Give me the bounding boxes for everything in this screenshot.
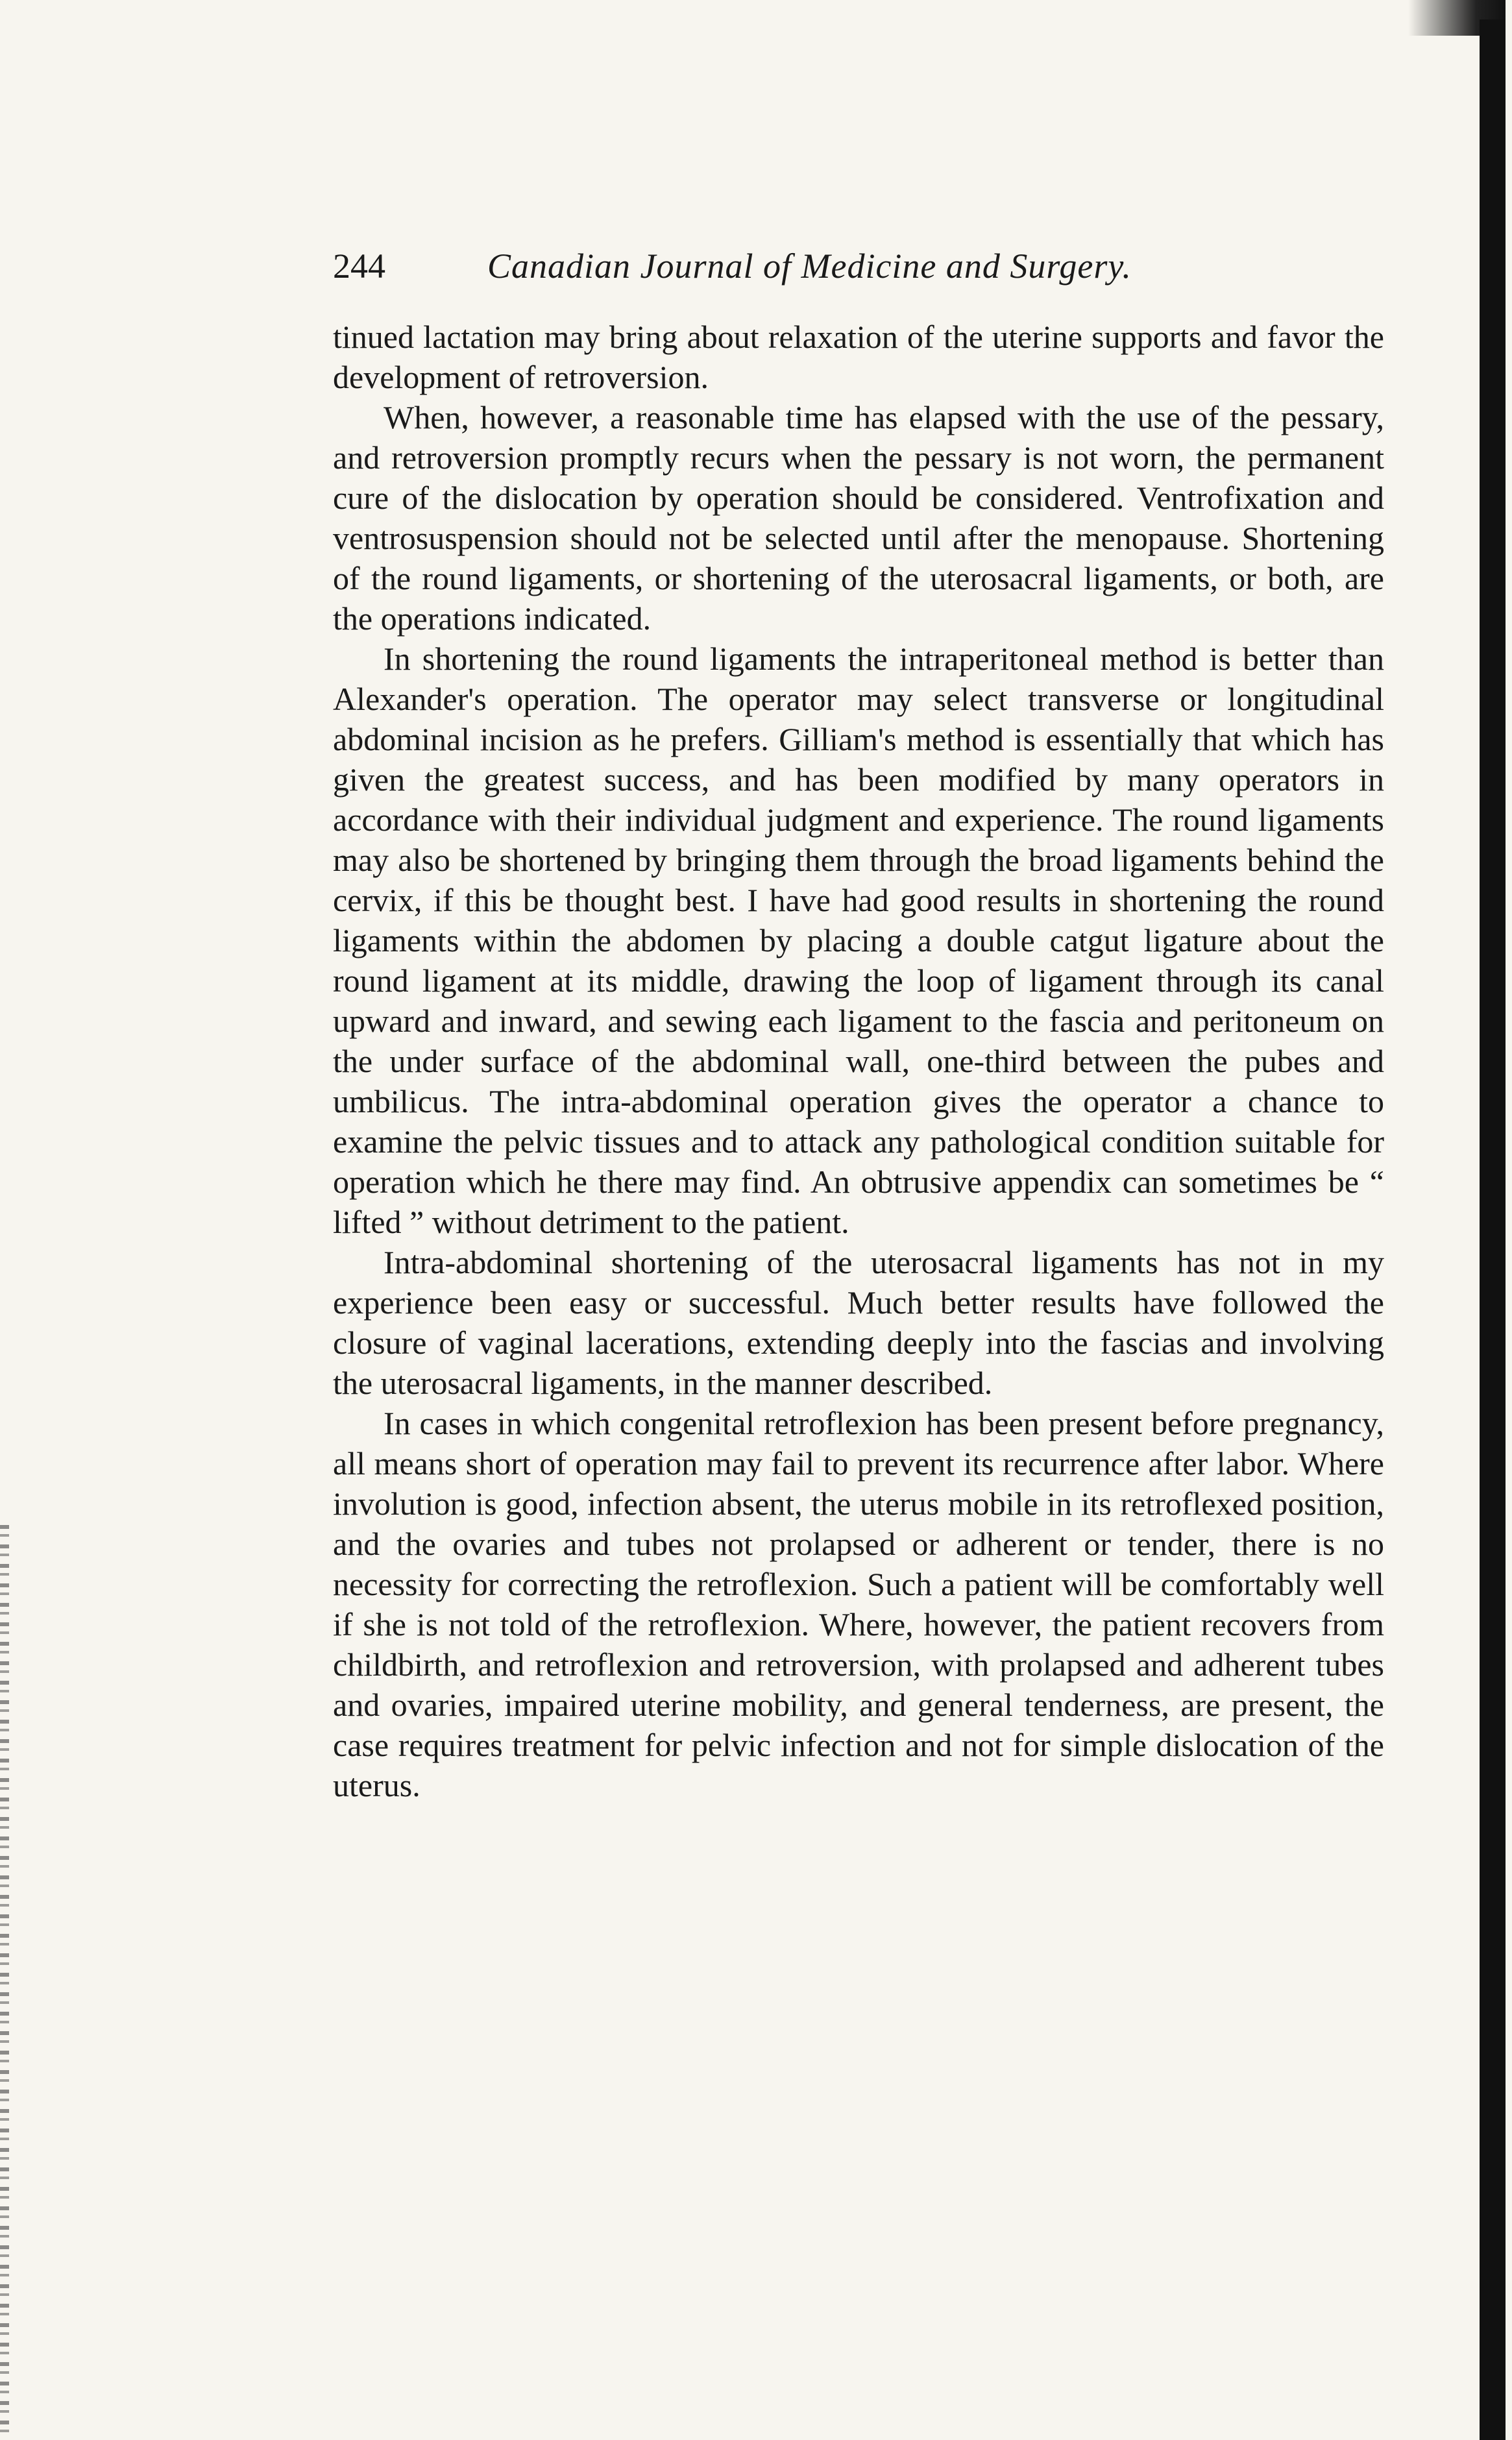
paragraph-4: Intra-abdominal shortening of the uterosacral ligaments has not in my experience been easy or successful. Much better results have followed the closure of vaginal lacerations, extending deeply into the fascias and involving the uterosacral ligaments, in the manner described. — [333, 1244, 1384, 1401]
binding-edge-shadow — [1480, 19, 1506, 2440]
running-title: Canadian Journal of Medicine and Surgery. — [487, 247, 1132, 286]
paragraph-1: tinued lactation may bring about relaxation of the uterine supports and favor the development of retroversion. — [333, 319, 1384, 395]
scan-edge-artifact — [0, 1525, 9, 2440]
page-header — [333, 240, 1384, 292]
page-number: 244 — [333, 247, 385, 286]
paragraph-2: When, however, a reasonable time has elapsed with the use of the pessary, and retroversion promptly recurs when the pessary is not worn, the permanent cure of the dislocation by operation should be considered. Ventrofixation and ventrosuspension should not be selected until after the menopause. Shortening of the round ligaments, or shortening of the uterosacral ligaments, or both, are the operations indicated. — [333, 399, 1384, 637]
paragraph-5: In cases in which congenital retroflexion has been present before pregnancy, all means short of operation may fail to prevent its recurrence after labor. Where involution is good, infection absent, the uterus mobile in its retroflexed position, and the ovaries and tubes not prolapsed or adherent or tender, there is no necessity for correcting the retroflexion. Such a patient will be comfortably well if she is not told of the retroflexion. Where, however, the patient recovers from childbirth, and retroflexion and retroversion, with prolapsed and adherent tubes and ovaries, impaired uterine mobility, and general tenderness, are present, the case requires treatment for pelvic infection and not for simple dislocation of the uterus. — [333, 1405, 1384, 1803]
paragraph-3: In shortening the round ligaments the intraperitoneal method is better than Alexander's operation. The operator may select transverse or longitudinal abdominal incision as he prefers. Gilliam's method is essentially that which has given the greatest success, and has been modified by many operators in accordance with their individual judgment and experience. The round ligaments may also be shortened by bringing them through the broad ligaments behind the cervix, if this be thought best. I have had good results in shortening the round ligaments within the abdomen by placing a double catgut ligature about the round ligament at its middle, drawing the loop of ligament through its canal upward and inward, and sewing each ligament to the fascia and peritoneum on the under surface of the abdominal wall, one-third between the pubes and umbilicus. The intra-abdominal operation gives the operator a chance to examine the pelvic tissues and to attack any pathological condition suitable for operation which he there may find. An obtrusive appendix can sometimes be “ lifted ” without detriment to the patient. — [333, 640, 1384, 1240]
article-body — [333, 317, 1384, 1805]
